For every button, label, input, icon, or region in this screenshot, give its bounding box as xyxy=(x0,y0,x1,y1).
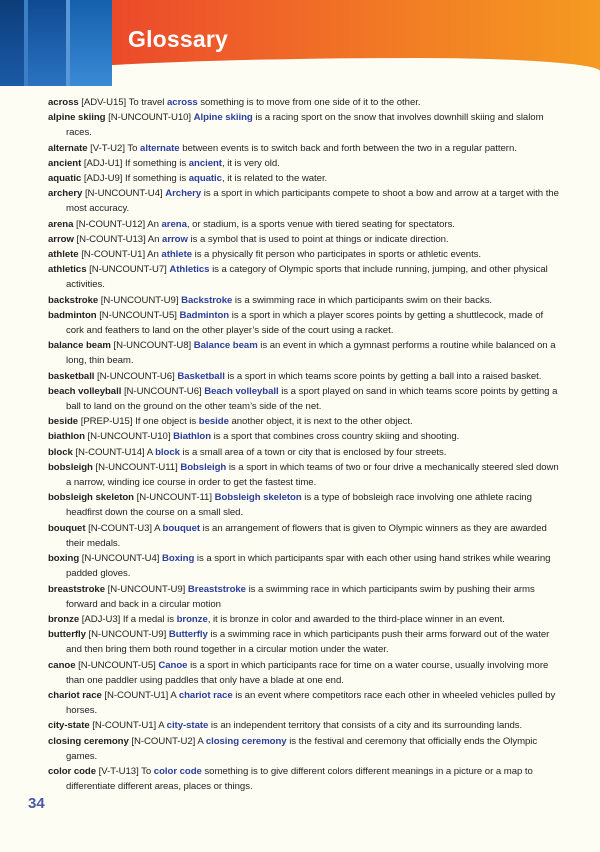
entry-headword: chariot race xyxy=(48,689,102,701)
entry-headword: athletics xyxy=(48,264,87,276)
entry-text: [N-COUNT-U3] A xyxy=(85,522,163,534)
entry-text: [N-UNCOUNT-U7] xyxy=(86,264,170,276)
entry-text: [N-COUNT-U1] A xyxy=(89,720,167,732)
entry-text: is an event in which a gymnast performs a routine while balanced on a long, thin beam. xyxy=(66,340,556,367)
entry-highlighted-term: across xyxy=(167,97,198,108)
entry-highlighted-term: Canoe xyxy=(158,659,188,671)
page-title: Glossary xyxy=(128,26,229,52)
entry-highlighted-term: athlete xyxy=(161,249,192,261)
entry-text: something is to move from one side of it to the other. xyxy=(197,97,421,108)
entry-headword: alpine skiing xyxy=(48,112,106,124)
entry-text: [ADJ-U9] If something is xyxy=(81,173,189,185)
entry-text: is a small area of a town or city that is enclosed by four streets. xyxy=(179,446,447,458)
glossary-entry xyxy=(48,141,562,156)
entry-headword: city-state xyxy=(48,720,90,732)
entry-highlighted-term: Boxing xyxy=(162,553,195,565)
glossary-entry xyxy=(48,734,562,764)
entry-headword: canoe xyxy=(48,659,76,671)
entry-highlighted-term: arrow xyxy=(162,233,188,245)
entry-highlighted-term: Beach volleyball xyxy=(204,385,279,397)
entry-highlighted-term: Basketball xyxy=(177,370,225,382)
entry-text: [N-UNCOUNT-U5] xyxy=(96,309,180,321)
entry-headword: butterfly xyxy=(48,629,86,641)
entry-highlighted-term: ancient xyxy=(188,157,222,169)
glossary-entry xyxy=(48,627,562,657)
entry-text: is an event where competitors race each other in wheeled vehicles pulled by horses. xyxy=(66,689,556,717)
entry-text: , it is related to the water. xyxy=(221,173,328,185)
entry-text: is a physically fit person who participates in sports or athletic events. xyxy=(192,249,482,261)
glossary-entry xyxy=(48,156,562,171)
glossary-entry xyxy=(48,110,562,140)
entry-highlighted-term: closing ceremony xyxy=(205,735,287,747)
glossary-entry xyxy=(48,658,562,688)
entry-text: is a sport in which teams of two or four drive a mechanically steered sled down a narrow, winding ice course in order to get the fastest time. xyxy=(66,461,559,489)
entry-text: [N-COUNT-U1] A xyxy=(101,689,179,701)
entry-text: is a sport in which participants compete to shoot a bow and arrow at a target with the most accuracy. xyxy=(66,188,559,215)
glossary-entry-list xyxy=(48,95,562,794)
stripe xyxy=(70,0,112,86)
entry-text: is a sport in which participants spar with each other using hand strikes while wearing padded gloves. xyxy=(66,553,551,580)
entry-text: [N-UNCOUNT-U6] xyxy=(121,385,205,397)
entry-headword: ancient xyxy=(48,157,82,169)
entry-text: [N-UNCOUNT-U4] xyxy=(82,188,166,200)
entry-highlighted-term: city-state xyxy=(166,720,209,732)
entry-text: is a sport that combines cross country skiing and shooting. xyxy=(211,431,460,443)
glossary-entry xyxy=(48,338,562,368)
entry-text: is a sport in which teams score points by getting a ball into a raised basket. xyxy=(224,370,542,382)
glossary-entry xyxy=(48,612,562,627)
entry-text: [N-COUNT-U1] An xyxy=(78,249,162,261)
entry-highlighted-term: Backstroke xyxy=(181,294,233,306)
entry-highlighted-term: bronze xyxy=(176,613,208,625)
entry-text: , or stadium, is a sports venue with tiered seating for spectators. xyxy=(186,218,455,230)
glossary-entry xyxy=(48,460,562,490)
entry-text: is a type of bobsleigh race involving one athlete racing headfirst down the course on a small sled. xyxy=(66,492,532,519)
entry-highlighted-term: color code xyxy=(153,765,202,777)
page-number: 34 xyxy=(28,795,45,812)
entry-text: is the festival and ceremony that officially ends the Olympic games. xyxy=(66,735,538,762)
entry-text: [N-UNCOUNT-U10] xyxy=(105,112,194,124)
entry-text: [ADJ-U3] If a medal is xyxy=(79,613,177,625)
entry-text: [N-COUNT-U13] An xyxy=(73,233,163,245)
entry-headword: beach volleyball xyxy=(48,385,122,397)
glossary-entry xyxy=(48,445,562,460)
entry-text: [N-COUNT-U12] An xyxy=(73,218,162,230)
entry-text: is a symbol that is used to point at things or indicate direction. xyxy=(187,233,449,245)
entry-text: [V-T-U13] To xyxy=(96,765,154,777)
entry-headword: color code xyxy=(48,765,97,777)
entry-text: between events is to switch back and forth between the two in a regular pattern. xyxy=(179,142,517,154)
entry-highlighted-term: Archery xyxy=(165,188,202,200)
glossary-entry xyxy=(48,521,562,551)
glossary-entry xyxy=(48,582,562,612)
entry-text: is a swimming race in which participants swim by pushing their arms forward and back in a circular motion xyxy=(66,583,535,610)
entry-headword: aquatic xyxy=(48,173,82,185)
glossary-entry xyxy=(48,429,562,444)
entry-headword: bobsleigh skeleton xyxy=(48,492,134,504)
entry-headword: arena xyxy=(48,218,74,230)
entry-highlighted-term: Butterfly xyxy=(168,629,208,641)
glossary-entry xyxy=(48,369,562,384)
blue-stripes-decoration xyxy=(0,0,120,86)
entry-text: another object, it is next to the other object. xyxy=(228,416,413,428)
entry-headword: archery xyxy=(48,188,83,200)
glossary-entry xyxy=(48,718,562,733)
glossary-entry xyxy=(48,232,562,247)
entry-headword: block xyxy=(48,446,73,458)
glossary-entry xyxy=(48,247,562,262)
entry-headword: bobsleigh xyxy=(48,461,93,473)
glossary-entry xyxy=(48,171,562,186)
entry-text: [N-UNCOUNT-U9] xyxy=(98,294,182,306)
entry-highlighted-term: Alpine skiing xyxy=(193,112,253,124)
entry-highlighted-term: chariot race xyxy=(178,689,233,701)
glossary-entry xyxy=(48,186,562,216)
entry-headword: biathlon xyxy=(48,431,85,443)
glossary-entry xyxy=(48,384,562,414)
entry-text: is a racing sport on the snow that involves downhill skiing and slalom races. xyxy=(66,112,544,139)
entry-highlighted-term: alternate xyxy=(140,142,180,154)
entry-headword: backstroke xyxy=(48,294,99,306)
entry-headword: breaststroke xyxy=(48,583,105,595)
entry-text: [N-COUNT-U14] A xyxy=(72,446,156,458)
entry-text: [N-UNCOUNT-U10] xyxy=(84,431,174,443)
entry-headword: athlete xyxy=(48,249,79,261)
entry-highlighted-term: Bobsleigh skeleton xyxy=(214,492,302,504)
entry-text: [N-COUNT-U2] A xyxy=(128,735,206,747)
entry-headword: across xyxy=(48,97,79,108)
entry-text: [V-T-U2] To xyxy=(87,142,141,154)
entry-text: [ADJ-U1] If something is xyxy=(81,157,189,169)
entry-text: [N-UNCOUNT-U5] xyxy=(75,659,159,671)
entry-highlighted-term: bouquet xyxy=(162,522,200,534)
entry-text: [N-UNCOUNT-U9] xyxy=(105,583,188,595)
entry-text: [N-UNCOUNT-U11] xyxy=(92,461,181,473)
entry-text: is a swimming race in which participants push their arms forward out of the water and then bring them both round together in a circular motion under the water. xyxy=(66,629,550,656)
entry-text: is an arrangement of flowers that is given to Olympic winners as they are awarded their medals. xyxy=(66,522,547,549)
entry-text: , it is bronze in color and awarded to the third-place winner in an event. xyxy=(207,613,505,625)
glossary-entry xyxy=(48,764,562,794)
entry-text: is a swimming race in which participants swim on their backs. xyxy=(232,294,493,306)
glossary-entry xyxy=(48,95,562,110)
entry-text: [N-UNCOUNT-U6] xyxy=(94,370,178,382)
entry-text: something is to give different colors different meanings in a picture or a map to differentiate different areas, places or things. xyxy=(66,765,533,793)
entry-headword: boxing xyxy=(48,553,80,565)
entry-highlighted-term: aquatic xyxy=(188,173,222,185)
entry-text: is a sport in which participants race for time on a water course, usually involving more than one paddler using paddles that only have a blade at one end. xyxy=(66,659,549,686)
entry-text: is a sport played on sand in which teams score points by getting a ball to land on the ground on the other team’s side of the net. xyxy=(66,385,558,413)
glossary-entry xyxy=(48,308,562,338)
entry-highlighted-term: arena xyxy=(161,218,187,230)
entry-headword: beside xyxy=(48,416,79,428)
entry-highlighted-term: Balance beam xyxy=(193,340,258,352)
entry-highlighted-term: beside xyxy=(198,416,229,428)
glossary-entry xyxy=(48,217,562,232)
entry-highlighted-term: Athletics xyxy=(169,264,210,276)
entry-headword: arrow xyxy=(48,233,74,245)
entry-highlighted-term: Badminton xyxy=(179,309,230,321)
entry-text: is a category of Olympic sports that include running, jumping, and other physical activities. xyxy=(66,264,548,291)
entry-text: [ADV-U15] To travel xyxy=(78,97,167,108)
entry-headword: badminton xyxy=(48,309,97,321)
entry-headword: balance beam xyxy=(48,340,111,352)
entry-highlighted-term: Biathlon xyxy=(173,431,212,443)
entry-headword: bronze xyxy=(48,613,80,625)
entry-text: , it is very old. xyxy=(221,157,280,169)
entry-highlighted-term: Breaststroke xyxy=(187,583,246,595)
entry-headword: closing ceremony xyxy=(48,735,129,747)
entry-text: [N-UNCOUNT-U8] xyxy=(110,340,194,352)
entry-text: [N-UNCOUNT-U9] xyxy=(85,629,169,641)
entry-text: [N-UNCOUNT-11] xyxy=(134,492,215,504)
entry-headword: bouquet xyxy=(48,522,86,534)
entry-highlighted-term: block xyxy=(155,446,180,458)
entry-headword: alternate xyxy=(48,142,88,154)
glossary-entry xyxy=(48,551,562,581)
entry-text: is an independent territory that consists of a city and its surrounding lands. xyxy=(208,720,523,732)
entry-text: [PREP-U15] If one object is xyxy=(78,416,199,428)
glossary-entry xyxy=(48,414,562,429)
entry-text: [N-UNCOUNT-U4] xyxy=(79,553,163,565)
glossary-entry xyxy=(48,293,562,308)
stripe xyxy=(0,0,24,86)
entry-highlighted-term: Bobsleigh xyxy=(180,461,227,473)
stripe xyxy=(28,0,66,86)
entry-text: is a sport in which a player scores points by getting a shuttlecock, made of cork and feathers to land on the other player’s side of the court using a racket. xyxy=(66,309,544,337)
glossary-entry xyxy=(48,262,562,292)
glossary-entry xyxy=(48,688,562,718)
entry-headword: basketball xyxy=(48,370,95,382)
glossary-entry xyxy=(48,490,562,520)
